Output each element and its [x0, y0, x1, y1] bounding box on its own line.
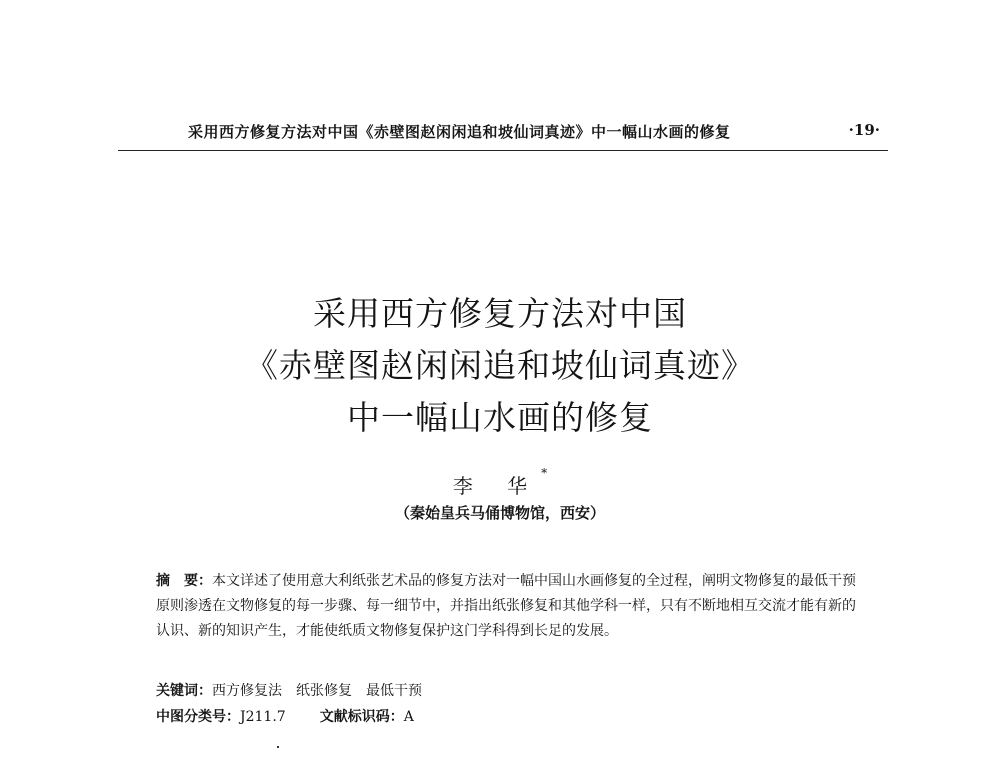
title-line-3: 中一幅山水画的修复 — [347, 398, 653, 437]
author-footnote-mark: * — [541, 466, 548, 480]
running-head-title: 采用西方修复方法对中国《赤壁图赵闲闲追和坡仙词真迹》中一幅山水画的修复 — [188, 123, 731, 141]
author-affiliation: （秦始皇兵马俑博物馆，西安） — [394, 504, 605, 522]
header-rule — [118, 150, 888, 151]
keywords — [156, 680, 422, 700]
abstract-label: 摘 要： — [156, 573, 212, 589]
running-head — [118, 113, 888, 141]
article-title — [150, 288, 850, 444]
doc-code-label: 文献标识码： — [319, 709, 404, 725]
keywords-text: 西方修复法 纸张修复 最低干预 — [212, 683, 422, 699]
abstract — [156, 569, 856, 644]
title-line-2: 《赤壁图赵闲闲追和坡仙词真迹》 — [245, 346, 755, 385]
stray-dot — [277, 746, 279, 748]
title-line-1: 采用西方修复方法对中国 — [313, 294, 687, 333]
doc-code-value: A — [403, 709, 414, 725]
page-number: ·19· — [848, 121, 880, 139]
classification-line — [156, 706, 414, 726]
clc-value: J211.7 — [240, 709, 286, 725]
abstract-text: 本文详述了使用意大利纸张艺术品的修复方法对一幅中国山水画修复的全过程，阐明文物修复的最低干预原则渗透在文物修复的每一步骤、每一细节中，并指出纸张修复和其他学科一样，只有不断地相互交流才能有新的认识、新的知识产生，才能使纸质文物修复保护这门学科得到长足的发展。 — [156, 573, 856, 639]
keywords-label: 关键词： — [156, 683, 212, 699]
clc-label: 中图分类号： — [156, 709, 240, 725]
author-name — [400, 466, 600, 499]
author-name-text: 李 华 — [452, 474, 542, 498]
